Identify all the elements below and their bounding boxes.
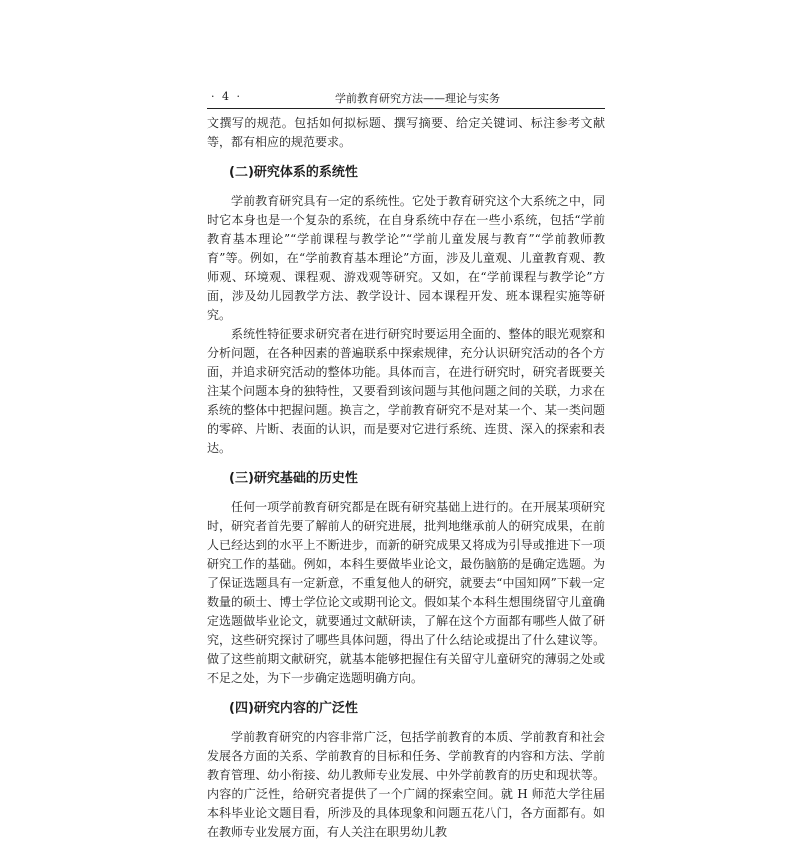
paragraph: 系统性特征要求研究者在进行研究时要运用全面的、整体的眼光观察和分析问题，在各种因素的普遍联系中探索规律，充分认识研究活动的各个方面，并追求研究活动的整体功能。具体而言，在进行研究时，研究者既要关注某个问题本身的独特性，又要看到该问题与其他问题之间的关联，力求在系统的整体中把握问题。换言之，学前教育研究不是对某一个、某一类问题的零碎、片断、表面的认识，而是要对它进行系统、连贯、深入的探索和表达。 [207, 327, 605, 455]
header-rule [207, 108, 605, 109]
paragraph: 任何一项学前教育研究都是在既有研究基础上进行的。在开展某项研究时，研究者首先要了解前人的研究进展，批判地继承前人的研究成果，在前人已经达到的水平上不断进步，而新的研究成果又将成为引导或推进下一项研究工作的基础。例如，本科生要做毕业论文，最伤脑筋的是确定选题。为了保证选题具有一定新意，不重复他人的研究，就要去“中国知网”下载一定数量的硕士、博士学位论文或期刊论文。假如某个本科生想围绕留守儿童确定选题做毕业论文，就要通过文献研读，了解在这个方面都有哪些人做了研究，这些研究探讨了哪些具体问题，得出了什么结论或提出了什么建议等。做了这些前期文献研究，就基本能够把握住有关留守儿童研究的薄弱之处或不足之处，为下一步确定选题明确方向。 [207, 500, 605, 685]
running-header [207, 88, 605, 108]
page-number: · 4 · [211, 90, 242, 103]
section-heading: (四)研究内容的广泛性 [229, 701, 358, 716]
book-title: 学前教育研究方法——理论与实务 [335, 92, 500, 105]
paragraph: 学前教育研究具有一定的系统性。它处于教育研究这个大系统之中，同时它本身也是一个复杂的系统，在自身系统中存在一些小系统，包括“学前教育基本理论”“学前课程与教学论”“学前儿童发展与教育”“学前教师教育”等。例如，在“学前教育基本理论”方面，涉及儿童观、儿童教育观、教师观、环境观、课程观、游戏观等研究。又如，在“学前课程与教学论”方面，涉及幼儿园教学方法、教学设计、园本课程开发、班本课程实施等研究。 [207, 194, 605, 322]
section-heading: (二)研究体系的系统性 [229, 165, 358, 180]
intro-paragraph: 文撰写的规范。包括如何拟标题、撰写摘要、给定关键词、标注参考文献等，都有相应的规范要求。 [207, 116, 605, 149]
page-body [207, 114, 605, 842]
section-heading: (三)研究基础的历史性 [229, 471, 358, 486]
paragraph: 学前教育研究的内容非常广泛，包括学前教育的本质、学前教育和社会发展各方面的关系、学前教育的目标和任务、学前教育的内容和方法、学前教育管理、幼小衔接、幼儿教师专业发展、中外学前教育的历史和现状等。内容的广泛性，给研究者提供了一个广阔的探索空间。就 H 师范大学往届本科毕业论文题目看，所涉及的具体现象和问题五花八门，各方面都有。如在教师专业发展方面，有人关注在职男幼儿教 [207, 730, 605, 839]
